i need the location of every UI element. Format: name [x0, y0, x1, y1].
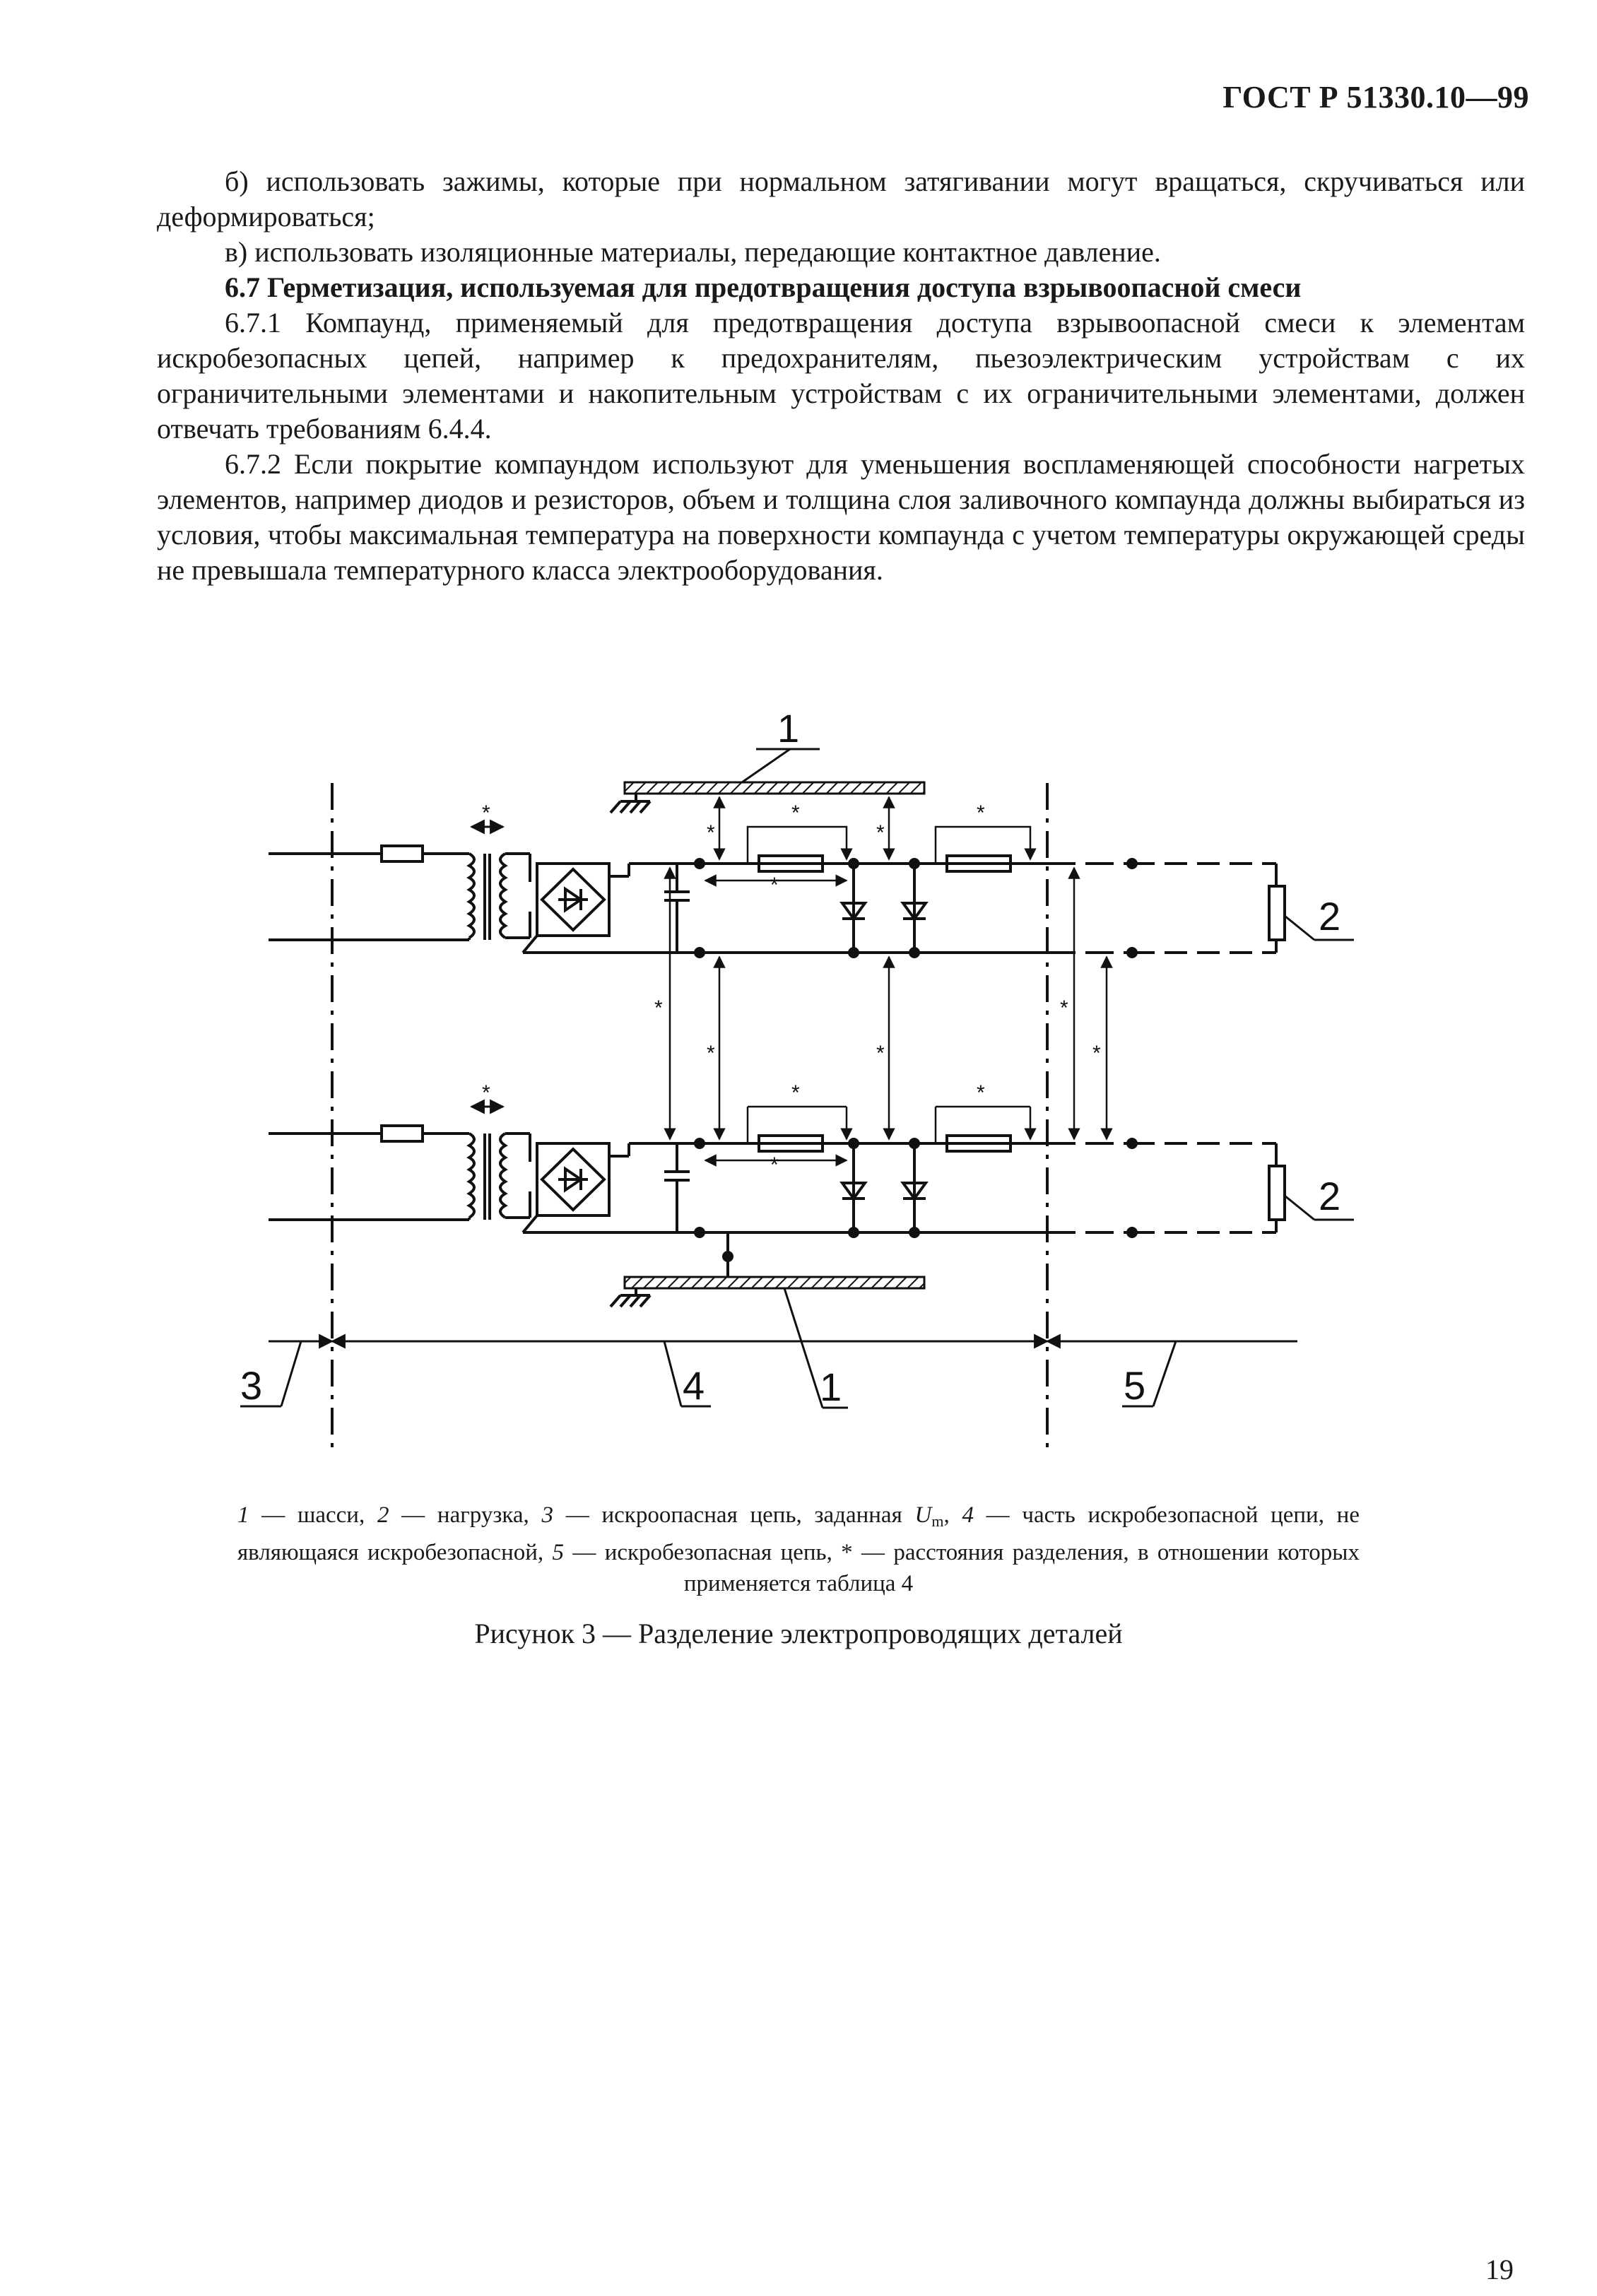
section-heading-6-7: 6.7 Герметизация, используемая для предотвращения доступа взрывоопасной смеси	[225, 271, 1302, 303]
star-marker: *	[482, 1081, 490, 1105]
legend-text-3b: ,	[943, 1502, 962, 1528]
star-marker: *	[1060, 996, 1068, 1020]
label-zone-5: 5	[1124, 1363, 1146, 1408]
callout-labels	[240, 706, 1340, 1409]
paragraph-6-7-1: 6.7.1 Компаунд, применяемый для предотвращения доступа взрывоопасной смеси к элементам искробезопасных цепей, например к предохранителям, пьезоэлектрическим устройствам с их ограничительными элементами и накопительным устройствам с их ограничительными элементами, должен отвечать требованиям 6.4.4.	[157, 307, 1525, 445]
legend-um-symbol: U	[914, 1502, 932, 1528]
label-zone-4: 4	[683, 1363, 705, 1408]
star-marker: *	[977, 801, 985, 825]
figure-legend	[237, 1500, 1360, 1599]
legend-text-1: — шасси,	[249, 1502, 377, 1528]
page-number: 19	[1485, 2254, 1514, 2285]
star-marker: *	[876, 1042, 885, 1065]
star-marker: *	[977, 1081, 985, 1105]
label-load-lower: 2	[1319, 1174, 1341, 1218]
label-load-upper: 2	[1319, 894, 1341, 938]
circuit-upper	[269, 827, 1354, 957]
label-zone-3: 3	[240, 1363, 263, 1408]
legend-text-3: — искроопасная цепь, заданная	[553, 1502, 915, 1528]
chassis-bottom	[611, 1252, 924, 1408]
paragraph-item-v: в) использовать изоляционные материалы, передающие контактное давление.	[225, 236, 1161, 268]
legend-num-5: 5	[552, 1540, 564, 1565]
star-marker: *	[707, 821, 715, 844]
paragraph-6-7-2: 6.7.2 Если покрытие компаундом используют для уменьшения воспламеняющей способности нагретых элементов, например диодов и резисторов, объем и толщина слоя заливочного компаунда должны выбираться из условия, чтобы максимальная температура на поверхности компаунда с учетом температуры окружающей среды не превышала температурного класса электрооборудования.	[157, 448, 1525, 586]
legend-num-2: 2	[377, 1502, 389, 1528]
legend-text-5: — искробезопасная цепь, * — расстояния разделения, в отношении которых применяется таблица 4	[564, 1540, 1360, 1596]
label-chassis-top: 1	[777, 706, 800, 750]
star-marker: *	[1092, 1042, 1101, 1065]
star-marker: *	[770, 1153, 779, 1177]
legend-text-4: — часть искробезопасной цепи, не являющаяся искробезопасной,	[237, 1502, 1360, 1565]
star-marker: *	[707, 1042, 715, 1065]
zone-boundaries	[332, 783, 1047, 1447]
star-marker: *	[482, 801, 490, 825]
star-marker: *	[791, 801, 800, 825]
chassis-top	[611, 749, 924, 813]
legend-text-2: — нагрузка,	[389, 1502, 542, 1528]
legend-um-subscript: m	[931, 1512, 944, 1530]
circuit-lower	[269, 1107, 1354, 1256]
legend-num-1: 1	[237, 1502, 249, 1528]
figure-caption: Рисунок 3 — Разделение электропроводящих деталей	[474, 1618, 1123, 1649]
star-marker: *	[654, 996, 663, 1020]
separation-markers	[482, 801, 1101, 1177]
star-marker: *	[876, 821, 885, 844]
paragraph-item-b: б) использовать зажимы, которые при нормальном затягивании могут вращаться, скручиваться или деформироваться;	[157, 165, 1525, 232]
star-marker: *	[770, 873, 779, 897]
legend-num-3: 3	[541, 1502, 554, 1528]
separation-distances	[670, 797, 1107, 1160]
document-header: ГОСТ Р 51330.10—99	[1222, 80, 1529, 114]
legend-num-4: 4	[962, 1502, 974, 1528]
star-marker: *	[791, 1081, 800, 1105]
label-chassis-bottom: 1	[820, 1365, 842, 1409]
